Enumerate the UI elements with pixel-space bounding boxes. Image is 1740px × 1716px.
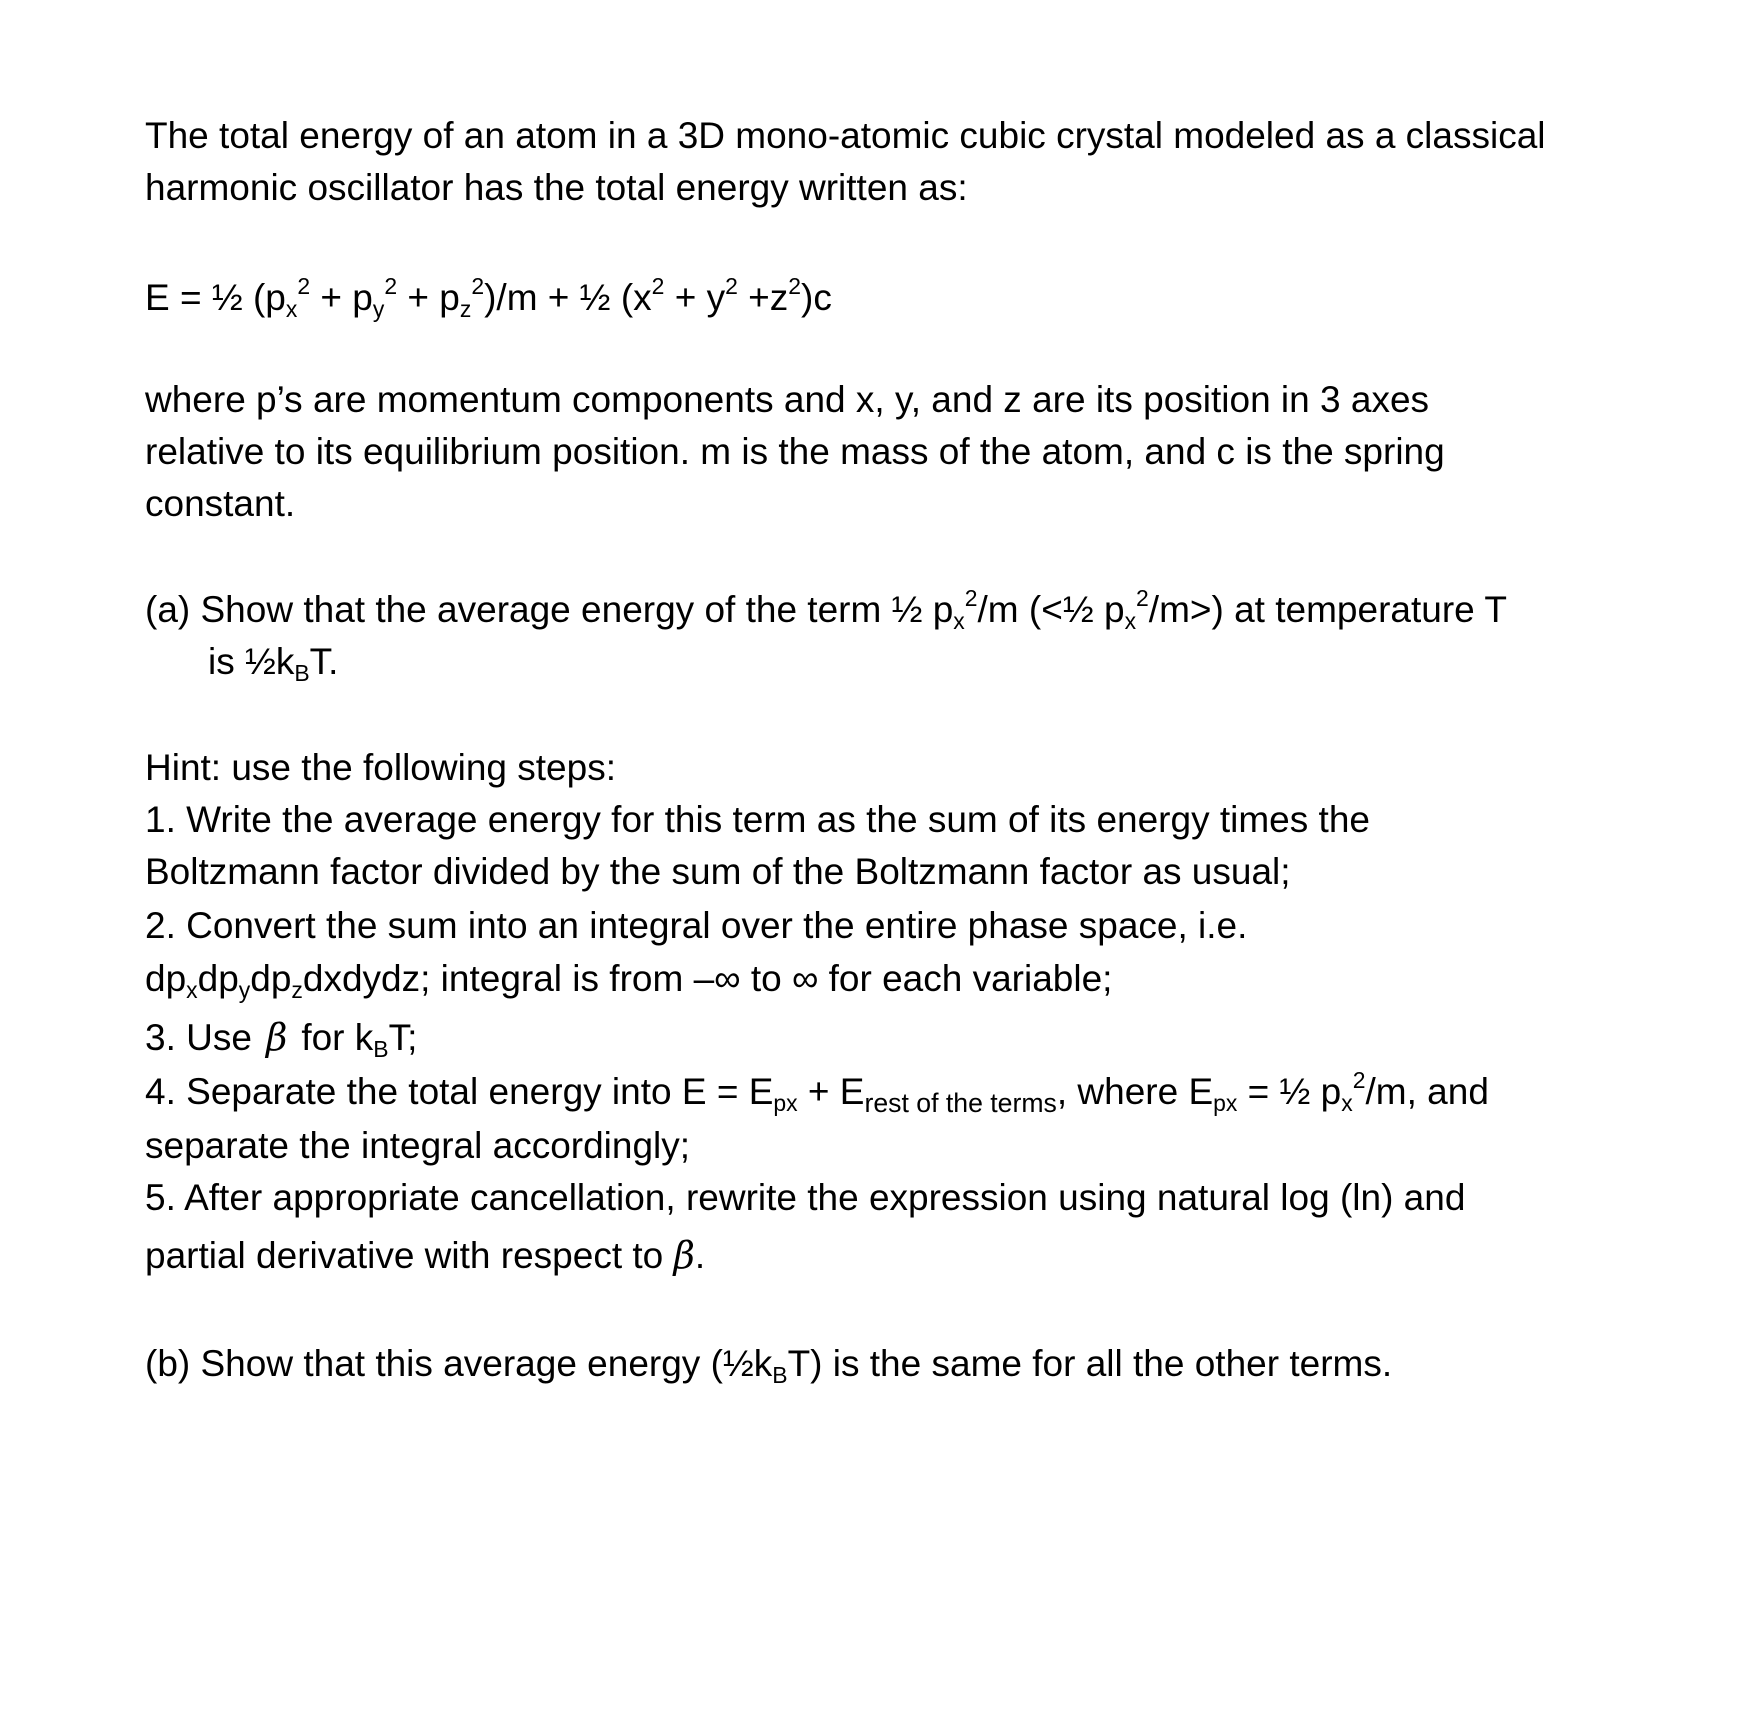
hint-step-2-line-2: $dp_xdp_ydp_zdxdydz$; integral is from –∞ to ∞ for each variable; — [145, 958, 1113, 1003]
hint-step-5-line-1: 5. After appropriate cancellation, rewrite the expression using natural log (ln) and — [145, 1177, 1466, 1218]
hint-title: Hint: use the following steps: — [145, 747, 616, 788]
hint-step-3: 3. Use β for $k_BT$; — [145, 1016, 418, 1062]
where-line-1: where p’s are momentum components and x, y, and z are its position in 3 axes — [145, 379, 1430, 420]
beta-symbol: β — [265, 1016, 288, 1059]
hint-step-4-line-1: 4. Separate the total energy into $E = E_{px} + E_{rest of the terms}$, where $E_{px}$ = ½ $p_x^2/m$, and — [145, 1066, 1489, 1118]
intro-line-1: The total energy of an atom in a 3D mono-atomic cubic crystal modeled as a classical — [145, 115, 1546, 156]
hint-step-1-line-2: Boltzmann factor divided by the sum of the Boltzmann factor as usual; — [145, 851, 1291, 892]
hint-step-5-line-2: partial derivative with respect to β. — [145, 1234, 706, 1277]
document-page — [145, 0, 1595, 1716]
beta-symbol: β — [673, 1234, 695, 1277]
part-a-line-2: is $\frac{1}{2}k_BT$. — [208, 641, 339, 686]
energy-equation: E = ½ $(p_x^2 + p_y^2 + p_z^2)/m$ + ½ $(x^2 + y^2 +z^2)c$ — [145, 272, 832, 322]
where-line-2: relative to its equilibrium position. m is the mass of the atom, and c is the spring — [145, 431, 1445, 472]
where-line-3: constant. — [145, 483, 296, 524]
part-a-line-1: (a) Show that the average energy of the term ½ $p_x^2/m$ (<½ $p_x^2/m>$) at temperature T — [145, 584, 1507, 634]
hint-step-2-line-1: 2. Convert the sum into an integral over the entire phase space, i.e. — [145, 905, 1248, 946]
part-b: (b) Show that this average energy $(\frac{1}{2}k_BT)$ is the same for all the other terms. — [145, 1343, 1393, 1388]
hint-step-4-line-2: separate the integral accordingly; — [145, 1125, 691, 1166]
intro-line-2: harmonic oscillator has the total energy written as: — [145, 167, 968, 208]
hint-step-1-line-1: 1. Write the average energy for this term as the sum of its energy times the — [145, 799, 1370, 840]
